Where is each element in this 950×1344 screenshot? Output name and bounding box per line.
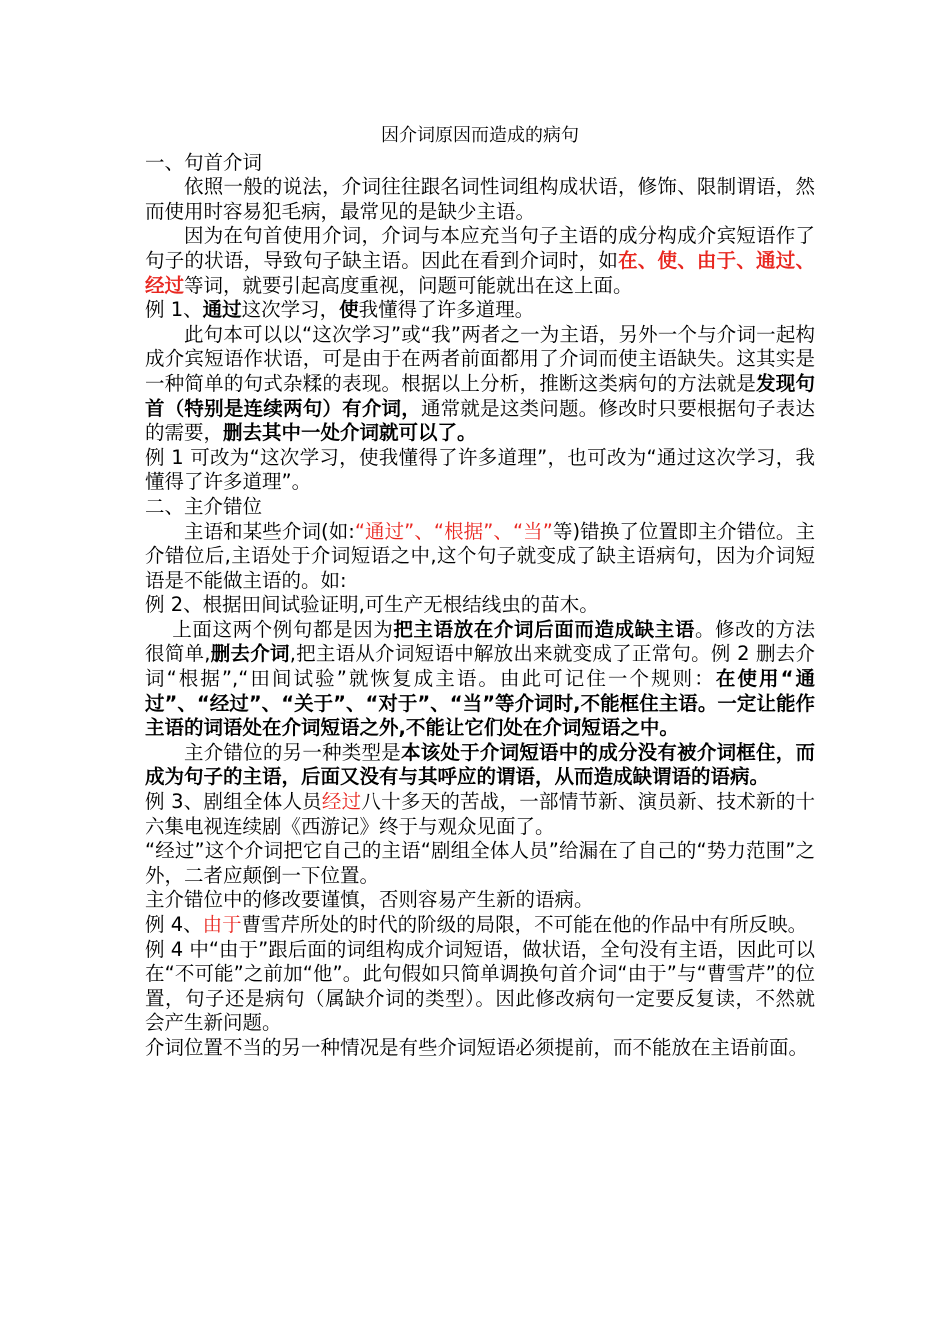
text-run: 上面这两个例句都是因为	[172, 617, 394, 641]
text-run: 因为在句首使用介词，介词与本应充当句子主语的成分构成介宾短语作了句子的状语，导致句子缺主语。因此在看到介词时，如	[145, 224, 815, 272]
bold-run: 本该处于介词短语中的成分没有被介词框住，而成为句子的主语，后面又没有与其呼应的谓语，从而造成缺谓语的语病。	[145, 740, 815, 789]
text-run: 八十多天的苦战，一部情节新、演员新、技术新的十六集电视连续剧《西游记》终于与观众见面了。	[145, 790, 815, 838]
text-run: 主介错位的另一种类型是	[184, 740, 401, 764]
example-4	[145, 913, 815, 938]
section2-heading: 二、主介错位	[145, 494, 263, 518]
section2-paragraph-1	[145, 520, 815, 594]
bold-run: 删去介词	[210, 642, 290, 666]
text-run: 曹雪芹所处的时代的阶级的局限，不可能在他的作品中有所反映。	[241, 913, 808, 936]
section2-paragraph-2	[145, 618, 815, 741]
text-run: 等词，就要引起高度重视，问题可能就出在这上面。	[184, 273, 633, 297]
text-run: 此句本可以以“这次学习”或“我”两者之一为主语，另外一个与介词一起构成介宾短语作状语，可是由于在两者前面都用了介词而使主语缺失。这其实是一种简单的句式杂糅的表现。根据以上分析，推断这类病句的方法就是	[145, 322, 815, 395]
page-title: 因介词原因而造成的病句	[381, 125, 579, 146]
highlight-prepositions: 在、使、由于、通过、经过	[145, 248, 815, 297]
section1-paragraph-1: 依照一般的说法，介词往往跟名词性词组构成状语，修饰、限制谓语，然而使用时容易犯毛病，最常见的是缺少主语。	[145, 175, 815, 223]
text-run: 主语和某些介词(如:	[184, 519, 355, 543]
highlight-preposition: 由于	[202, 913, 242, 936]
text-run: 例 4、	[145, 913, 203, 936]
bold-run: 删去其中一处介词就可以了。	[223, 421, 477, 445]
text-run: 。修改的方法很简单,	[145, 617, 815, 666]
section1-paragraph-4: 例 1 可改为“这次学习，使我懂得了许多道理”，也可改为“通过这次学习，我懂得了许多道理”。	[145, 445, 815, 494]
document-page	[145, 124, 815, 1061]
bold-run: 把主语放在介词后面而造成缺主语	[393, 617, 695, 641]
section1-paragraph-2	[145, 224, 815, 298]
section2-paragraph-4: “经过”这个介词把它自己的主语“剧组全体人员”给漏在了自己的“势力范围”之外，二者应颠倒一下位置。	[145, 839, 815, 887]
section2-paragraph-5: 主介错位中的修改要谨慎，否则容易产生新的语病。	[145, 888, 594, 912]
example-1	[145, 298, 815, 323]
section2-paragraph-6: 例 4 中“由于”跟后面的词组构成介词短语，做状语，全句没有主语，因此可以在“不可能”之前加“他”。此句假如只简单调换句首介词“由于”与“曹雪芹”的位置，句子还是病句（属缺介词的类型）。因此修改病句一定要反复读，不然就会产生新问题。	[145, 937, 815, 1035]
bold-run: 发现句首（特别是连续两句）有介词，	[145, 371, 815, 420]
text-run: ,把主语从介词短语中解放出来就变成了正常句。例 2 删去介词“根据”,“田间试验”就恢复成主语。由此可记住一个规则：	[145, 642, 815, 691]
text-run: 例 1、	[145, 298, 203, 322]
bold-run: 在使用“通过”、“经过”、“关于”、“对于”、“当”等介词时,不能框住主语。一定让能作主语的词语处在介词短语之外,不能让它们处在介词短语之中。	[145, 667, 815, 740]
text-run: 这次学习，	[241, 298, 340, 322]
bold-run: 通过	[202, 298, 242, 322]
text-run: 等)错换了位置即主介错位。主介错位后,主语处于介词短语之中,这个句子就变成了缺主语病句，因为介词短语是不能做主语的。如:	[145, 519, 815, 592]
text-run: 通常就是这类问题。修改时只要根据句子表达的需要，	[145, 396, 815, 445]
highlight-prepositions: “通过”、“根据”、“当”	[354, 519, 553, 543]
text-run: 例 3、剧组全体人员	[145, 790, 322, 814]
text-run: 我懂得了许多道理。	[358, 298, 535, 322]
section2-paragraph-3	[145, 741, 815, 790]
section2-paragraph-7: 介词位置不当的另一种情况是有些介词短语必须提前，而不能放在主语前面。	[145, 1035, 809, 1059]
example-2: 例 2、根据田间试验证明,可生产无根结线虫的苗木。	[145, 593, 599, 617]
section1-paragraph-3	[145, 323, 815, 446]
section1-heading: 一、句首介词	[145, 150, 263, 174]
bold-run: 使	[339, 298, 359, 322]
example-3	[145, 790, 815, 839]
highlight-preposition: 经过	[321, 790, 362, 814]
